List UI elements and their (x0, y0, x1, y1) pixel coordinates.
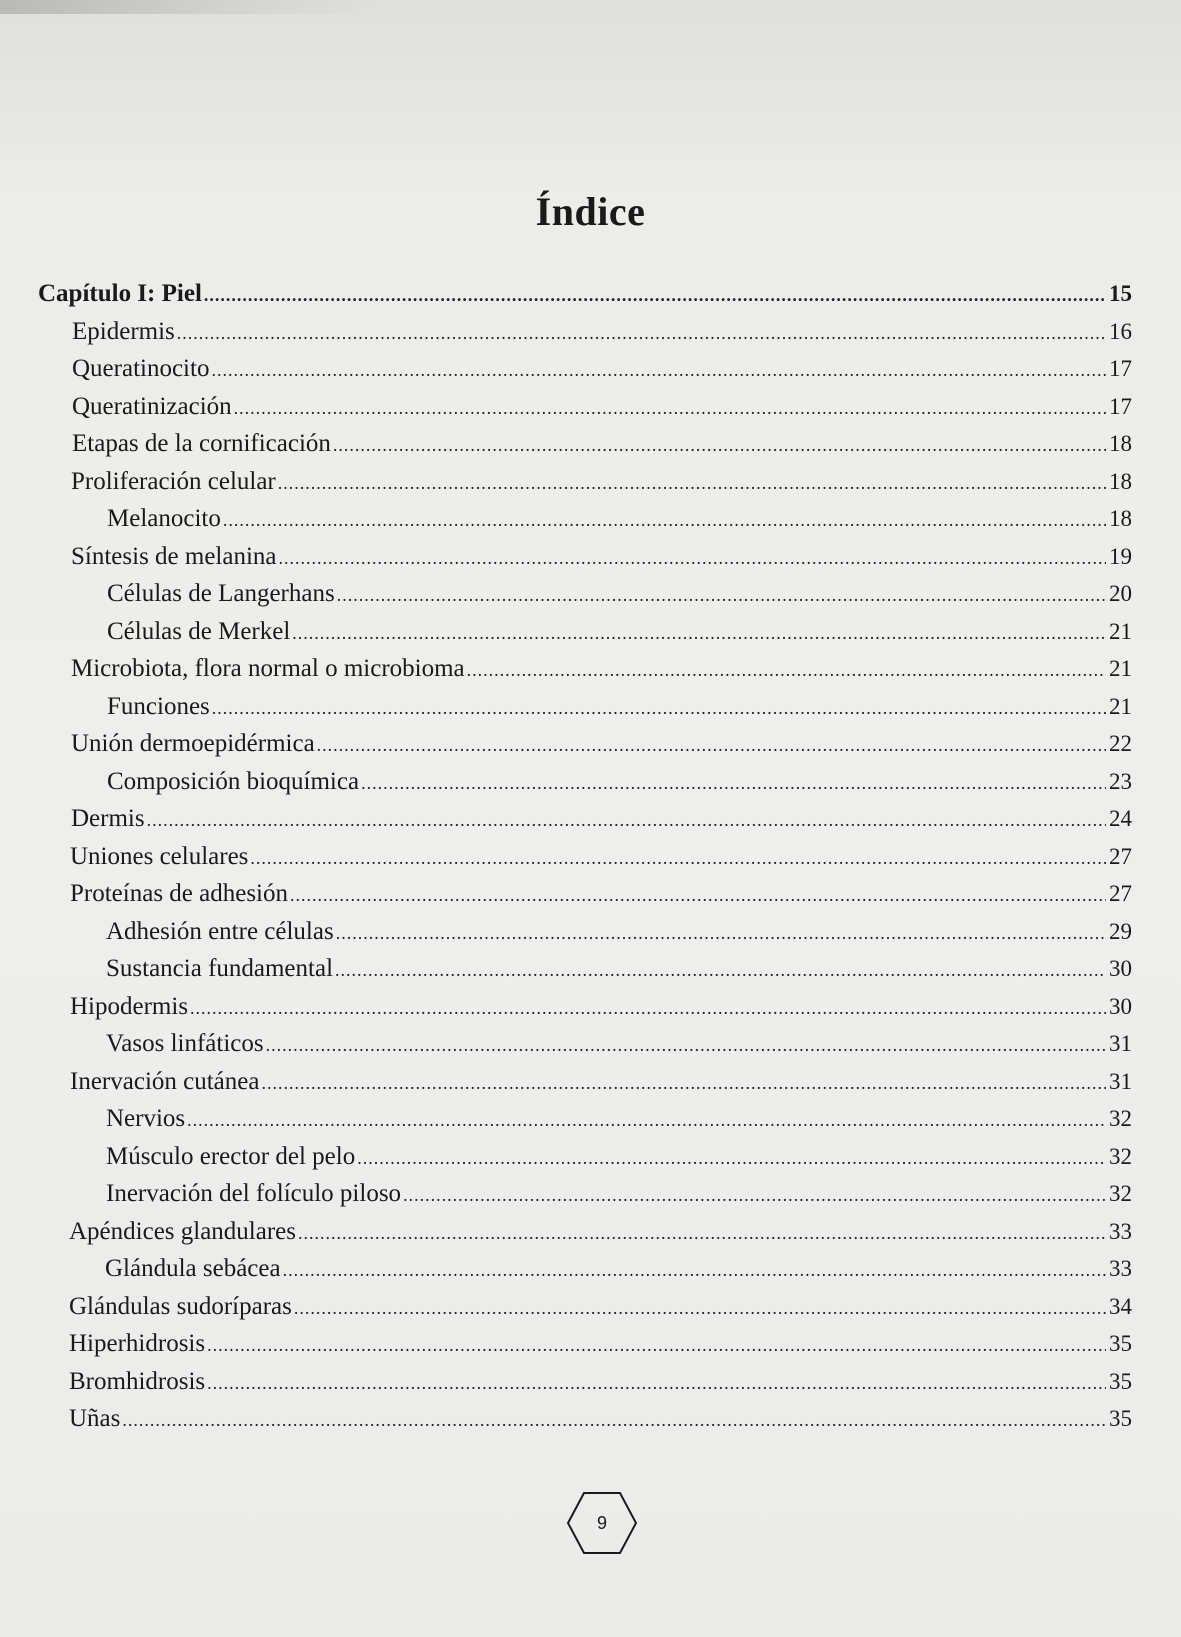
dot-leader (234, 390, 1106, 426)
dot-leader (211, 352, 1106, 388)
toc-entry (70, 1064, 1132, 1100)
dot-leader (361, 765, 1106, 801)
toc-chapter (38, 276, 1132, 312)
toc-entry (107, 576, 1132, 612)
toc-entry (106, 914, 1132, 950)
toc-entry (106, 1139, 1132, 1175)
toc-entry (70, 876, 1132, 912)
toc-entry (71, 464, 1132, 500)
toc-entry-page: 18 (1109, 506, 1132, 531)
dot-leader (333, 427, 1106, 463)
toc-entry-label: Uniones celulares (70, 842, 249, 870)
toc-entry-page: 35 (1109, 1406, 1132, 1431)
dot-leader (283, 1252, 1106, 1288)
toc-entry-page: 27 (1109, 843, 1132, 869)
toc-entry-label: Sustancia fundamental (106, 955, 334, 982)
toc-entry-page: 16 (1109, 318, 1132, 344)
dot-leader (279, 540, 1106, 576)
toc-entry-page: 17 (1109, 393, 1132, 419)
dot-leader (147, 802, 1106, 838)
toc-entry-label: Queratinización (72, 392, 232, 420)
toc-entry-label: Melanocito (107, 505, 221, 532)
toc-entry-label: Glándula sebácea (105, 1255, 281, 1282)
dot-leader (337, 577, 1106, 613)
toc-entry-label: Inervación del folículo piloso (106, 1180, 402, 1207)
toc-entry-label: Unión dermoepidérmica (71, 730, 315, 757)
toc-entry-label: Capítulo I: Piel (38, 280, 202, 307)
toc-entry-label: Composición bioquímica (107, 767, 360, 795)
dot-leader (212, 690, 1106, 726)
toc-entry-page: 33 (1109, 1256, 1132, 1281)
toc-entry (69, 1289, 1132, 1325)
toc-entry (72, 389, 1132, 425)
toc-entry (71, 726, 1132, 762)
toc-entry-label: Adhesión entre células (106, 917, 334, 945)
toc-entry-page: 32 (1109, 1181, 1132, 1206)
dot-leader (298, 1215, 1106, 1251)
dot-leader (122, 1402, 1106, 1438)
dot-leader (336, 915, 1106, 951)
dot-leader (207, 1327, 1106, 1363)
toc-entry (107, 614, 1132, 650)
toc-entry (69, 1214, 1132, 1250)
toc-entry (106, 1176, 1132, 1212)
toc-entry (69, 1326, 1132, 1362)
toc-entry-label: Etapas de la cornificación (72, 430, 331, 457)
toc-entry-page: 35 (1109, 1331, 1132, 1356)
toc-entry (71, 651, 1132, 687)
toc-entry-label: Nervios (106, 1105, 186, 1132)
toc-entry (71, 539, 1132, 575)
toc-entry-page: 32 (1109, 1106, 1132, 1131)
toc-entry-label: Bromhidrosis (69, 1367, 206, 1395)
toc-entry-page: 19 (1109, 543, 1132, 569)
toc-entry (105, 1251, 1132, 1287)
dot-leader (357, 1140, 1106, 1176)
dot-leader (177, 315, 1106, 351)
toc-entry (70, 839, 1132, 875)
toc-entry-label: Proliferación celular (71, 467, 276, 495)
toc-entry (107, 689, 1132, 725)
dot-leader (335, 952, 1106, 988)
toc-entry (106, 951, 1132, 987)
dot-leader (204, 277, 1106, 313)
dot-leader (278, 465, 1106, 501)
toc-entry-label: Células de Langerhans (107, 580, 335, 607)
toc-entry-page: 34 (1109, 1293, 1132, 1319)
toc-entry-page: 18 (1109, 431, 1132, 456)
toc-entry-page: 30 (1109, 956, 1132, 981)
dot-leader (467, 652, 1106, 688)
toc-entry-page: 31 (1109, 1068, 1132, 1094)
dot-leader (292, 615, 1106, 651)
toc-entry-page: 18 (1109, 468, 1132, 494)
dot-leader (261, 1065, 1106, 1101)
dot-leader (207, 1365, 1106, 1401)
toc-entry-page: 27 (1109, 881, 1132, 906)
toc-entry (72, 426, 1132, 462)
toc-entry (70, 989, 1132, 1025)
toc-entry (106, 1026, 1132, 1062)
toc-entry-page: 15 (1109, 281, 1132, 306)
toc-entry-page: 35 (1109, 1368, 1132, 1394)
dot-leader (266, 1027, 1106, 1063)
toc-entry-label: Músculo erector del pelo (106, 1142, 356, 1170)
toc-entry-label: Apéndices glandulares (69, 1217, 297, 1245)
toc-entry-page: 29 (1109, 918, 1132, 944)
toc-entry-page: 31 (1109, 1031, 1132, 1056)
dot-leader (187, 1102, 1106, 1138)
toc-entry-label: Hiperhidrosis (69, 1330, 206, 1357)
toc-entry (72, 351, 1132, 387)
toc-entry-label: Glándulas sudoríparas (69, 1292, 292, 1320)
dot-leader (190, 990, 1106, 1026)
toc-entry-label: Uñas (69, 1405, 121, 1432)
toc-entry-label: Dermis (71, 805, 145, 832)
toc-entry (69, 1401, 1132, 1437)
toc-entry-page: 23 (1109, 768, 1132, 794)
toc-entry-label: Vasos linfáticos (106, 1030, 264, 1057)
toc-entry-page: 24 (1109, 806, 1132, 831)
page-title: Índice (535, 189, 646, 234)
dot-leader (317, 727, 1106, 763)
toc-entry-label: Síntesis de melanina (71, 542, 277, 570)
toc-entry (107, 764, 1132, 800)
toc-entry-page: 30 (1109, 993, 1132, 1019)
dot-leader (250, 840, 1106, 876)
toc-entry (69, 1364, 1132, 1400)
toc-entry-label: Hipodermis (70, 992, 189, 1020)
dot-leader (290, 877, 1106, 913)
toc-entry (106, 1101, 1132, 1137)
toc-entry-page: 21 (1109, 656, 1132, 681)
toc-entry-label: Inervación cutánea (70, 1067, 260, 1095)
toc-entry (71, 801, 1132, 837)
page-number: 9 (596, 1513, 607, 1533)
toc-entry-page: 17 (1109, 356, 1132, 381)
toc-entry-page: 32 (1109, 1143, 1132, 1169)
dot-leader (223, 502, 1106, 538)
toc-entry (72, 314, 1132, 350)
page-number-badge (566, 1491, 638, 1555)
toc-entry-page: 21 (1109, 618, 1132, 644)
toc-entry-page: 21 (1109, 693, 1132, 719)
dot-leader (403, 1177, 1106, 1213)
toc-entry-page: 20 (1109, 581, 1132, 606)
toc-entry-label: Microbiota, flora normal o microbioma (71, 655, 465, 682)
dot-leader (294, 1290, 1106, 1326)
toc-entry-label: Proteínas de adhesión (70, 880, 289, 907)
toc-entry-label: Epidermis (72, 317, 175, 345)
toc-entry-page: 33 (1109, 1218, 1132, 1244)
toc-entry (107, 501, 1132, 537)
toc-entry-label: Queratinocito (72, 355, 210, 382)
scan-edge-strip (0, 0, 380, 14)
toc-entry-page: 22 (1109, 731, 1132, 756)
toc-entry-label: Células de Merkel (107, 617, 291, 645)
toc-entry-label: Funciones (107, 692, 210, 720)
